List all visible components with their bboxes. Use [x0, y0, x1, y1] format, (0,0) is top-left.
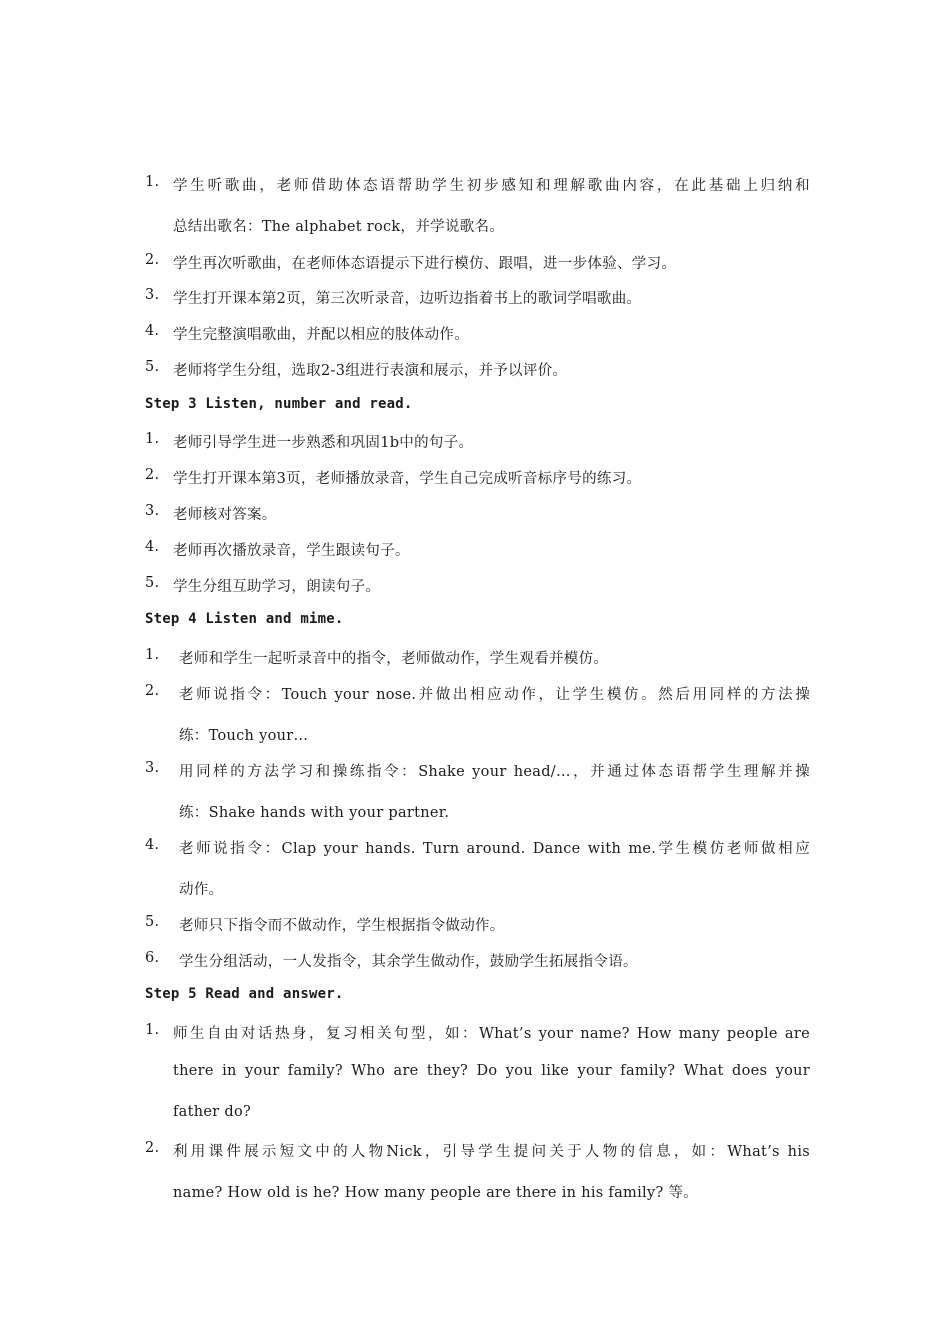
list-text: 老师和学生一起听录音中的指令，老师做动作，学生观看并模仿。 [179, 651, 609, 667]
list-text-continued: name? How old is he? How many people are there in his family? 等。 [173, 1185, 699, 1201]
list-text: 老师将学生分组，选取2-3组进行表演和展示，并予以评价。 [173, 363, 568, 379]
list-number: 3. [145, 503, 160, 519]
list-number: 4. [145, 837, 160, 853]
list-text: 学生打开课本第3页，老师播放录音，学生自己完成听音标序号的练习。 [173, 471, 642, 487]
step4-heading: Step 4 Listen and mime. [145, 611, 344, 627]
list-number: 2. [145, 252, 160, 268]
list-text: 老师只下指令而不做动作，学生根据指令做动作。 [179, 918, 505, 934]
list-text-continued: father do? [173, 1104, 252, 1120]
step5-heading: Step 5 Read and answer. [145, 986, 344, 1002]
list-number: 2. [145, 683, 160, 699]
list-text: 老师核对答案。 [173, 507, 277, 523]
list-text-continued: 练：Shake hands with your partner. [179, 805, 450, 821]
list-text: 学生完整演唱歌曲，并配以相应的肢体动作。 [173, 327, 469, 343]
list-text: 用同样的方法学习和操练指令：Shake your head/…，并通过体态语帮学生理解并操 [179, 764, 810, 780]
list-text: 老师说指令：Clap your hands. Turn around. Dance with me.学生模仿老师做相应 [179, 841, 810, 857]
list-text: 老师再次播放录音，学生跟读句子。 [173, 543, 410, 559]
list-text: 学生分组互助学习，朗读句子。 [173, 579, 381, 595]
list-number: 5. [145, 914, 160, 930]
list-text-continued: there in your family? Who are they? Do you like your family? What does your [173, 1063, 810, 1079]
list-number: 4. [145, 323, 160, 339]
list-number: 5. [145, 359, 160, 375]
list-number: 3. [145, 760, 160, 776]
list-number: 3. [145, 287, 160, 303]
list-text: 老师引导学生进一步熟悉和巩固1b中的句子。 [173, 435, 474, 451]
list-text: 学生再次听歌曲，在老师体态语提示下进行模仿、跟唱，进一步体验、学习。 [173, 256, 677, 272]
list-number: 1. [145, 647, 160, 663]
list-text: 学生分组活动，一人发指令，其余学生做动作，鼓励学生拓展指令语。 [179, 954, 638, 970]
list-text: 师生自由对话热身，复习相关句型，如：What’s your name? How many people are [173, 1026, 810, 1042]
list-number: 5. [145, 575, 160, 591]
step3-heading: Step 3 Listen, number and read. [145, 396, 413, 412]
list-number: 2. [145, 467, 160, 483]
list-text-continued: 总结出歌名：The alphabet rock，并学说歌名。 [173, 219, 505, 235]
list-text: 利用课件展示短文中的人物Nick，引导学生提问关于人物的信息，如：What’s his [173, 1144, 810, 1160]
list-number: 2. [145, 1140, 160, 1156]
list-number: 4. [145, 539, 160, 555]
list-text: 学生打开课本第2页，第三次听录音，边听边指着书上的歌词学唱歌曲。 [173, 291, 642, 307]
list-text: 学生听歌曲，老师借助体态语帮助学生初步感知和理解歌曲内容，在此基础上归纳和 [173, 178, 810, 194]
list-text: 老师说指令：Touch your nose.并做出相应动作，让学生模仿。然后用同样的方法操 [179, 687, 810, 703]
list-number: 1. [145, 1022, 160, 1038]
list-number: 1. [145, 174, 160, 190]
list-text-continued: 练：Touch your… [179, 728, 309, 744]
list-number: 6. [145, 950, 160, 966]
list-number: 1. [145, 431, 160, 447]
list-text-continued: 动作。 [179, 882, 224, 898]
